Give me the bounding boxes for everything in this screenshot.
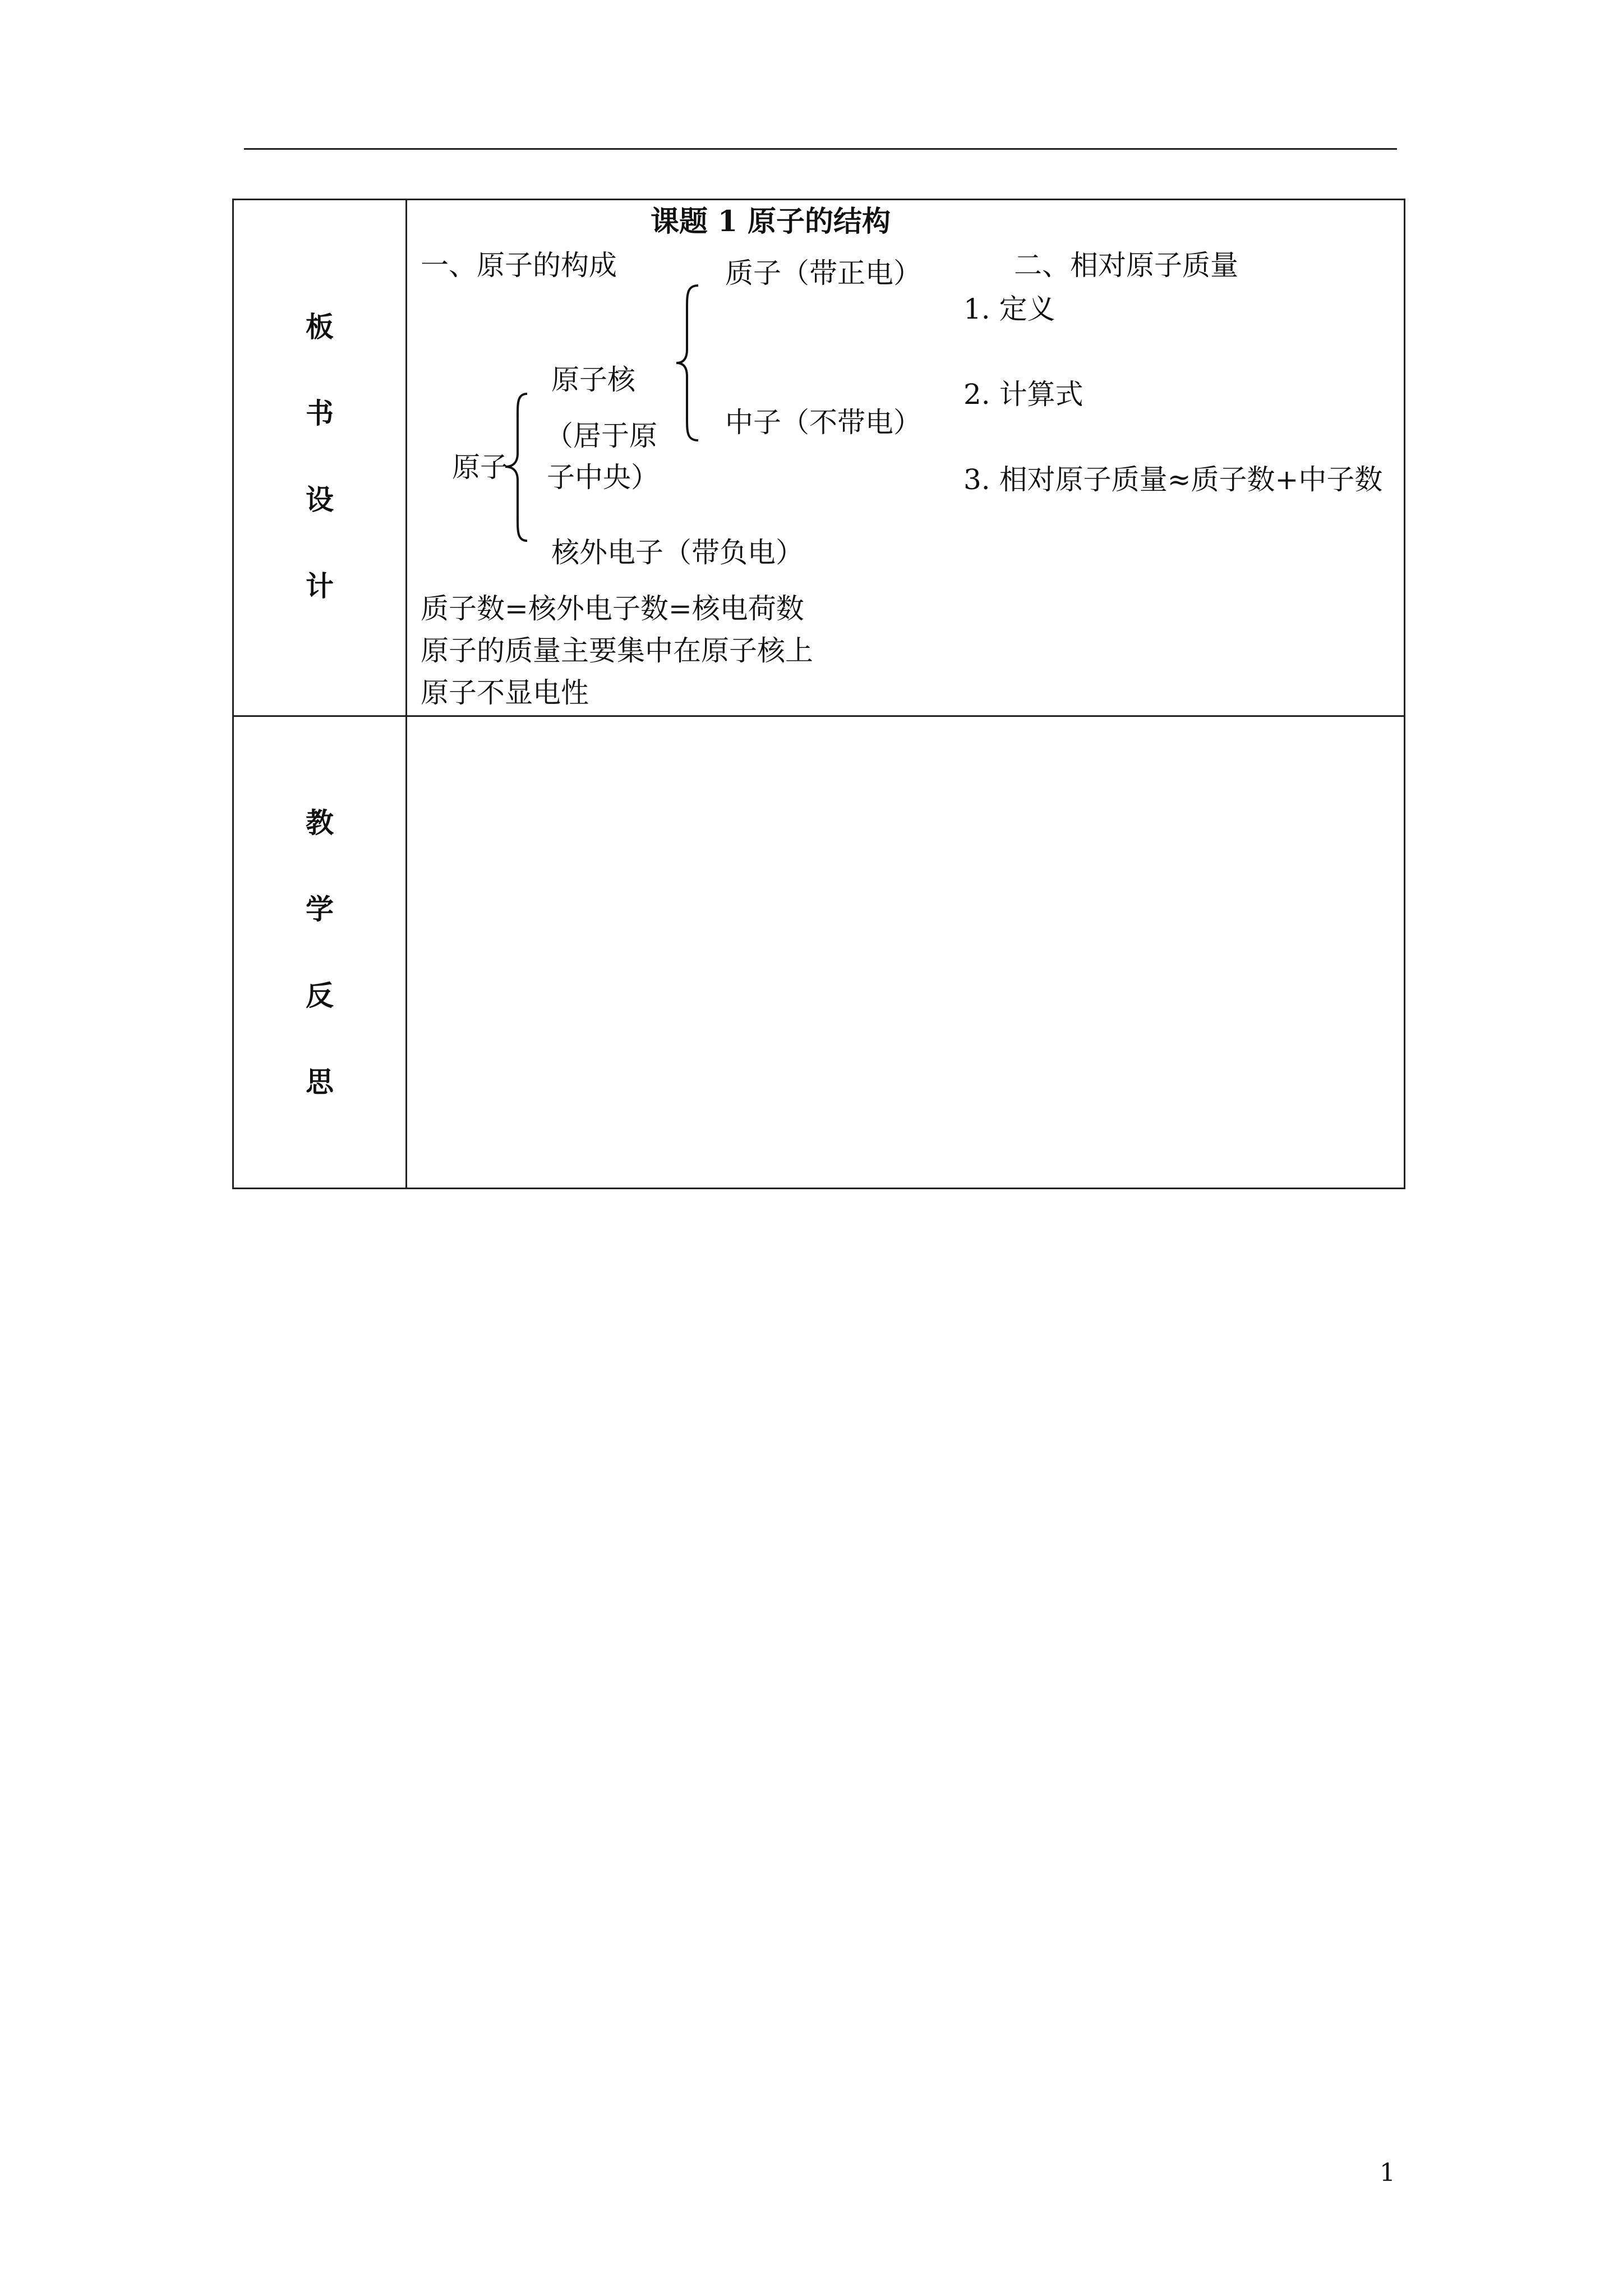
electron-label: 核外电子（带负电） [551,536,804,569]
teaching-reflection-label-char: 学 [306,892,334,926]
teaching-reflection-label-char: 反 [306,979,334,1012]
teaching-reflection-label-char: 教 [306,806,334,839]
board-design-label-char: 书 [306,397,334,430]
board-design-label-char: 计 [306,569,334,602]
teaching-reflection-label-char: 思 [306,1065,334,1098]
table-row-divider [232,715,1405,717]
section1-heading: 一、原子的构成 [421,249,617,282]
lesson-table [232,199,1405,1189]
item-relative-mass: 3. 相对原子质量≈质子数+中子数 [963,463,1383,496]
board-design-label-char: 板 [306,310,334,343]
lesson-title: 课题 1 原子的结构 [651,205,891,238]
fact-neutral: 原子不显电性 [421,677,589,709]
proton-label: 质子（带正电） [725,257,921,289]
neutron-label: 中子（不带电） [725,406,921,439]
atom-label: 原子 [452,451,508,484]
item-definition: 1. 定义 [963,293,1055,325]
nucleus-note-line2: 子中央） [547,461,659,494]
page-number: 1 [1380,2159,1395,2187]
fact-proton-count: 质子数=核外电子数=核电荷数 [421,592,804,625]
nucleus-note-line1: （居于原 [545,420,657,452]
fact-mass-nucleus: 原子的质量主要集中在原子核上 [421,634,813,667]
table-column-divider [405,199,407,1189]
item-formula: 2. 计算式 [963,378,1083,411]
board-design-label-char: 设 [306,483,334,516]
nucleus-brace [673,283,707,443]
header-rule [244,148,1397,150]
nucleus-label: 原子核 [551,364,635,396]
section2-heading: 二、相对原子质量 [1014,249,1238,282]
